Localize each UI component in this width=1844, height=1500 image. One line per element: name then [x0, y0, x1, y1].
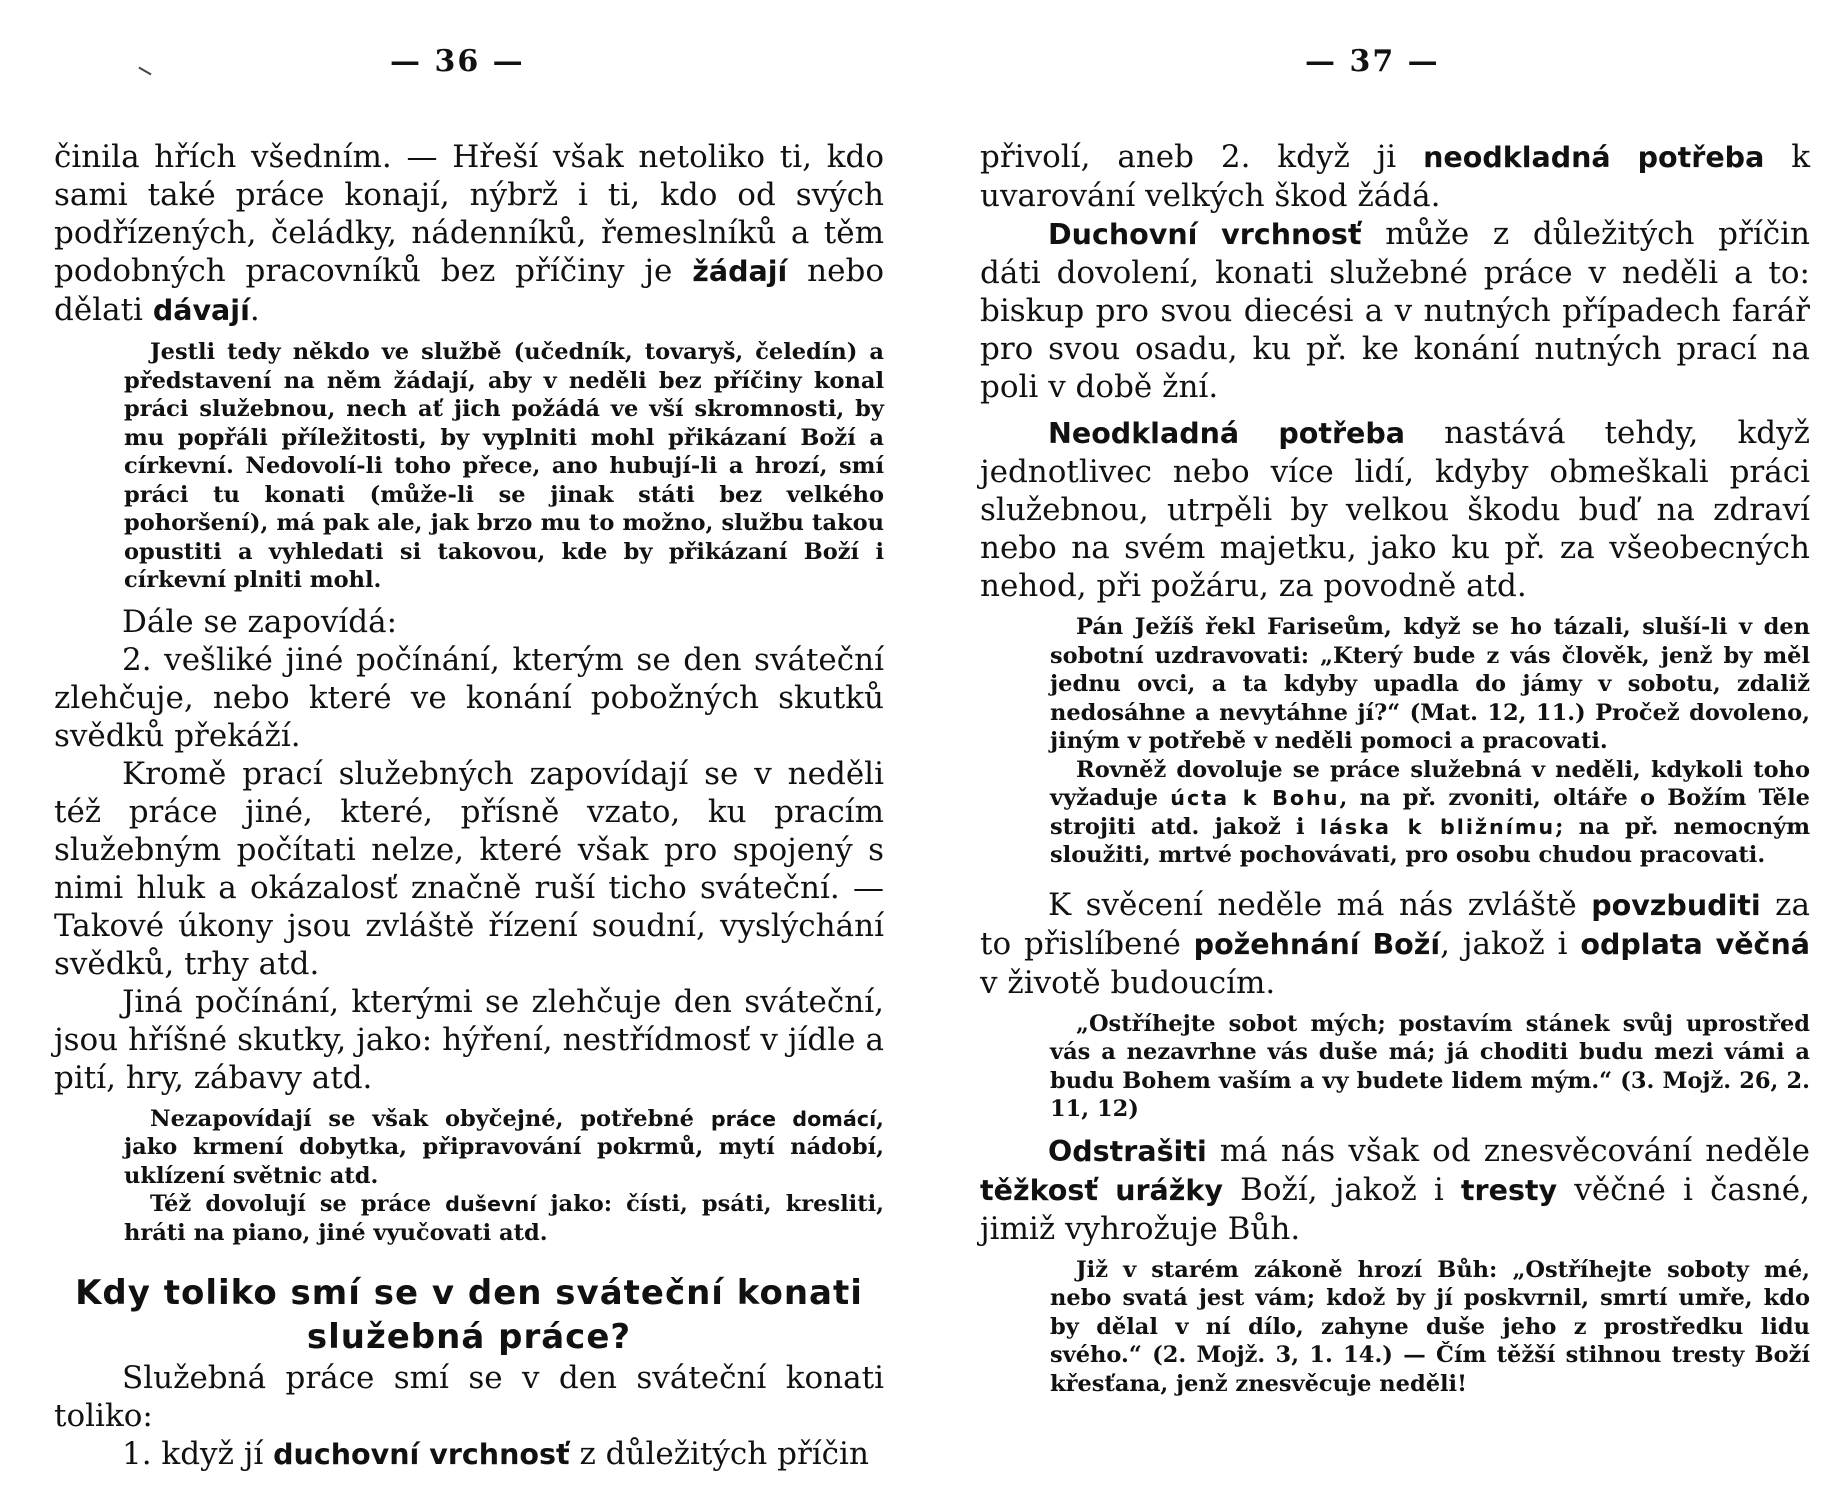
quote-paragraph: „Ostříhejte sobot mých; postavím stánek svůj uprostřed vás a nezavrhne vás duše má; já choditi budu mezi vámi a budu Bohem vaším a vy budete lidem mým.“ (3. Mojž. 26, 2. 11, 12): [1050, 1010, 1810, 1122]
note-paragraph: Pán Ježíš řekl Fariseům, když se ho tázali, sluší-li v den sobotní uzdravovati: „Který bude z vás člověk, jenž by měl jednu ovci, a ta kdyby upadla do jámy v sobotu, zdaliž nedosáhne a nevytáhne jí?“ (Mat. 12, 11.) Pročež dovoleno, jiným v potřebě v neděli pomoci a pracovati.: [1050, 614, 1810, 754]
note-paragraph: Též dovolují se práce duševní jako: čísti, psáti, kresliti, hráti na piano, jiné vyučovati atd.: [124, 1191, 884, 1246]
paragraph: přivolí, aneb 2. když ji neodkladná potřeba k uvarování velkých škod žádá.: [980, 139, 1810, 214]
paragraph: 1. když jí duchovní vrchnosť z důležitých příčin: [122, 1436, 869, 1472]
paragraph: Dále se zapovídá:: [122, 603, 398, 640]
left-page: [0, 0, 890, 1500]
section-heading: Kdy toliko smí se v den sváteční konati služebná práce?: [75, 1273, 863, 1357]
stray-mark: [138, 67, 151, 76]
note-paragraph: Nezapovídají se však obyčejné, potřebné práce domácí, jako krmení dobytka, připravování pokrmů, mytí nádobí, uklízení světnic atd.: [124, 1105, 885, 1189]
page-number: — 37 —: [1305, 44, 1440, 79]
paragraph: K svěcení neděle má nás zvláště povzbuditi za to přislíbené požehnání Boží, jakož i odplata věčná v životě budoucím.: [980, 886, 1810, 1001]
paragraph: Kromě prací služebných zapovídají se v neděli též práce jiné, které, přísně vzato, ku pracím služebným počítati nelze, které však pro spojený s nimi hluk a okázalosť značně ruší ticho sváteční. — Takové úkony jsou zvláště řízení soudní, vyslýchání svědků, trhy atd.: [54, 755, 884, 982]
right-page: [960, 0, 1820, 1500]
note-paragraph: Jestli tedy někdo ve službě (učedník, tovaryš, čeledín) a představení na něm žádají, aby v neděli bez příčiny konal práci služebnou, nech ať jich požádá ve vší skromnosti, by mu popřáli příležitosti, by vyplniti mohl přikázaní Boží a církevní. Nedovolí-li toho přece, ano hubují-li a hrozí, smí práci tu konati (může-li se jinak státi bez velkého pohoršení), má pak ale, jak brzo mu to možno, službu takou opustiti a vyhledati si takovou, kde by přikázaní Boží i církevní plniti mohl.: [124, 339, 884, 593]
page-number: — 36 —: [390, 44, 525, 79]
note-paragraph: Rovněž dovoluje se práce služebná v neděli, kdykoli toho vyžaduje úcta k Bohu, na př. zvoniti, oltáře o Božím Těle strojiti atd. jakož i láska k bližnímu; na př. nemocným sloužiti, mrtvé pochovávati, pro osobu chudou pracovati.: [1050, 756, 1811, 868]
paragraph: 2. vešliké jiné počínání, kterým se den sváteční zlehčuje, nebo které ve konání pobožných skutků svědků překáží.: [54, 641, 884, 754]
paragraph: činila hřích všedním. — Hřeší však netoliko ti, kdo sami také práce konají, nýbrž i ti, kdo od svých podřízených, čeládky, nádenníků, řemeslníků a těm podobných pracovníků bez příčiny je žádají nebo dělati dávají.: [54, 139, 884, 328]
right-column: [980, 138, 1810, 1398]
paragraph: Duchovní vrchnosť může z důležitých příčin dáti dovolení, konati služebné práce v neděli a to: biskup pro svou diecési a v nutných případech farář pro svou osadu, ku př. ke konání nutných prací na poli v době žní.: [980, 216, 1810, 405]
paragraph: Odstrašiti má nás však od znesvěcování neděle těžkosť urážky Boží, jakož i tresty věčné i časné, jimiž vyhrožuje Bůh.: [980, 1132, 1810, 1247]
paragraph: Neodkladná potřeba nastává tehdy, když jednotlivec nebo více lidí, kdyby obmeškali práci služebnou, utrpěli by velkou škodu buď na zdraví nebo na svém majetku, jako ku př. za všeobecných nehod, při požáru, za povodně atd.: [980, 415, 1810, 604]
quote-paragraph: Již v starém zákoně hrozí Bůh: „Ostříhejte soboty mé, nebo svatá jest vám; kdož by jí poskvrnil, smrtí umře, kdo by dělal v ní dílo, zahyne duše jeho z prostředku lidu svého.“ (2. Mojž. 3, 1. 14.) — Čím těžší stihnou tresty Boží křesťana, jenž znesvěcuje neděli!: [1050, 1256, 1810, 1397]
left-column: [54, 138, 884, 1474]
paragraph: Jiná počínání, kterými se zlehčuje den sváteční, jsou hříšné skutky, jako: hýření, nestřídmosť v jídle a pití, hry, zábavy atd.: [54, 983, 884, 1096]
paragraph: Služebná práce smí se v den sváteční konati toliko:: [54, 1360, 884, 1434]
